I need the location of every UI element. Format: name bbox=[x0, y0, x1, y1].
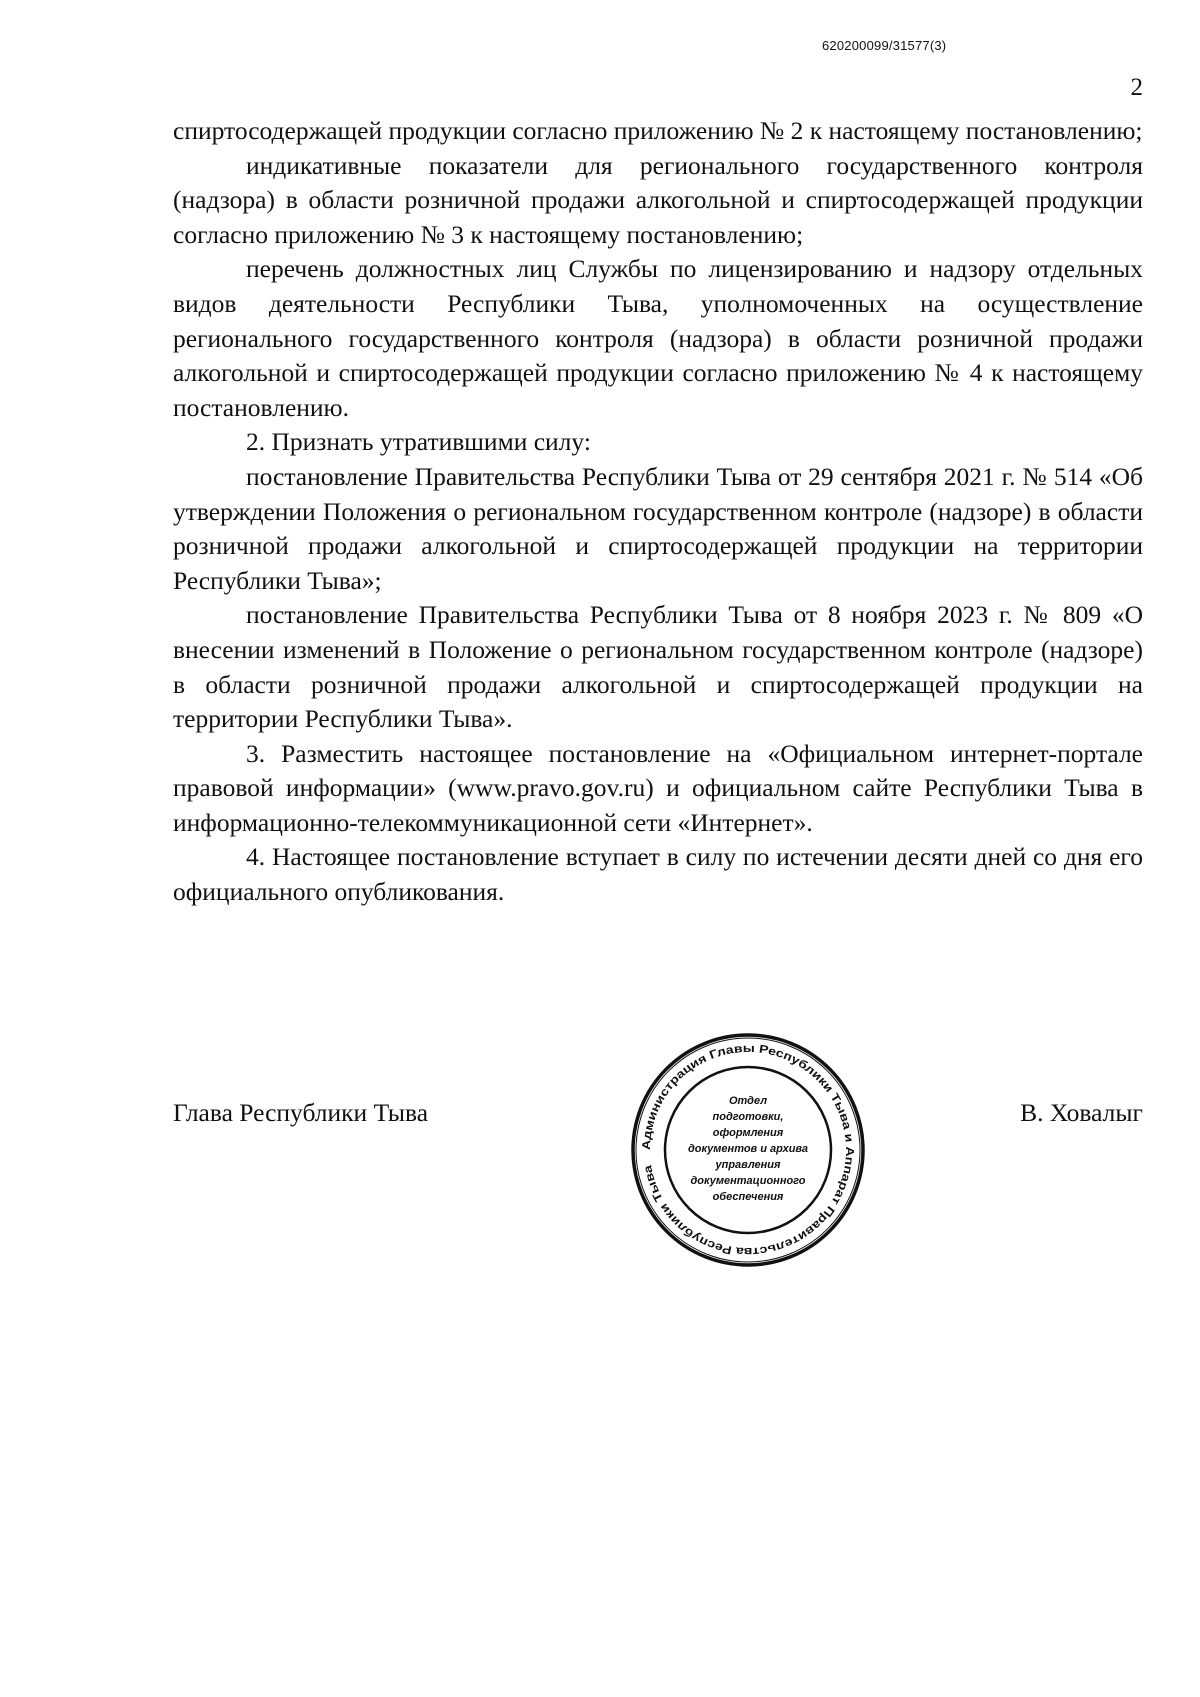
signatory-position: Глава Республики Тыва bbox=[173, 1098, 429, 1127]
paragraph-2: индикативные показатели для регионального государственного контроля (надзора) в области розничной продажи алкогольной и спиртосодержащей продукции согласно приложению № 3 к настоящему постановлению; bbox=[173, 150, 1143, 249]
official-stamp bbox=[630, 1032, 866, 1268]
paragraph-3: перечень должностных лиц Службы по лицензированию и надзору отдельных видов деятельности Республики Тыва, уполномоченных на осуществление регионального государственного контроля (надзора) в области розничной продажи алкогольной и спиртосодержащей продукции согласно приложению № 4 к настоящему постановлению. bbox=[173, 254, 1143, 422]
document-id: 620200099/31577(3) bbox=[822, 38, 947, 53]
document-body bbox=[173, 114, 1143, 910]
paragraph-6: постановление Правительства Республики Тыва от 8 ноября 2023 г. № 809 «О внесении изменений в Положение о региональном государственном контроле (надзоре) в области розничной продажи алкогольной и спиртосодержащей продукции на территории Республики Тыва». bbox=[173, 600, 1143, 734]
page-number: 2 bbox=[1130, 74, 1143, 101]
stamp-ring-text: Администрация Главы Республики Тыва и Аппарат Правительства Республики Тыва bbox=[640, 1042, 856, 1258]
paragraph-1: спиртосодержащей продукции согласно приложению № 2 к настоящему постановлению; bbox=[173, 116, 1143, 145]
stamp-center-text bbox=[688, 1095, 808, 1203]
stamp-line: обеспечения bbox=[712, 1191, 784, 1203]
stamp-line: документов и архива bbox=[687, 1143, 809, 1155]
signatory-name: В. Ховалыг bbox=[1020, 1098, 1143, 1127]
paragraph-5: постановление Правительства Республики Тыва от 29 сентября 2021 г. № 514 «Об утверждении Положения о региональном государственном контроле (надзоре) в области розничной продажи алкогольной и спиртосодержащей продукции на территории Республики Тыва»; bbox=[173, 461, 1143, 595]
stamp-line: управления bbox=[715, 1159, 781, 1171]
stamp-line: Отдел bbox=[728, 1095, 768, 1107]
paragraph-8: 4. Настоящее постановление вступает в силу по истечении десяти дней со дня его официального опубликования. bbox=[173, 842, 1143, 907]
stamp-line: подготовки, bbox=[712, 1111, 784, 1123]
stamp-line: оформления bbox=[712, 1127, 784, 1139]
paragraph-7: 3. Разместить настоящее постановление на «Официальном интернет-портале правовой информации» (www.pravo.gov.ru) и официальном сайте Республики Тыва в информационно-телекоммуникационной сети «Интернет». bbox=[173, 738, 1143, 837]
paragraph-4: 2. Признать утратившими силу: bbox=[246, 427, 591, 457]
stamp-line: документационного bbox=[690, 1175, 806, 1187]
